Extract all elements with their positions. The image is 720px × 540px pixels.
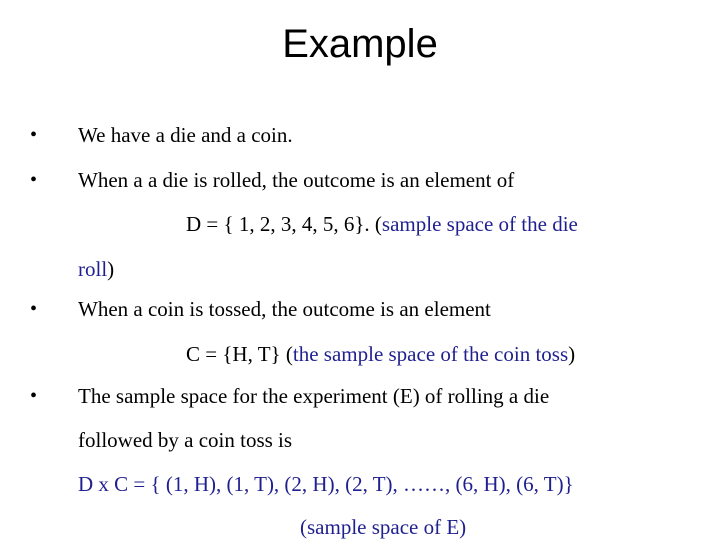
die-sample-space-line <box>186 211 578 237</box>
bullet-marker: • <box>30 385 38 407</box>
coin-sample-space-line <box>186 341 575 367</box>
bullet-marker: • <box>30 298 38 320</box>
bullet-marker: • <box>30 124 38 146</box>
die-note-continued <box>78 256 114 282</box>
bullet-3-text: When a coin is tossed, the outcome is an element <box>78 297 491 321</box>
bullet-2-text: When a a die is rolled, the outcome is an element of <box>78 168 515 192</box>
bullet-1-text: We have a die and a coin. <box>78 123 293 147</box>
coin-note-close: ) <box>568 342 576 366</box>
bullet-4-text: The sample space for the experiment (E) of rolling a die <box>78 384 550 408</box>
die-note: sample space of the die <box>381 212 578 236</box>
die-note-close: ) <box>107 257 115 281</box>
product-sample-space-note: (sample space of E) <box>300 515 467 539</box>
die-set: D = { 1, 2, 3, 4, 5, 6}. ( <box>186 212 382 236</box>
bullet-marker: • <box>30 169 38 191</box>
slide-title: Example <box>282 22 438 66</box>
bullet-4-text-continued: followed by a coin toss is <box>78 428 293 452</box>
die-note-roll: roll <box>78 257 108 281</box>
coin-note: the sample space of the coin toss <box>292 342 569 366</box>
coin-set: C = {H, T} ( <box>186 342 293 366</box>
product-sample-space: D x C = { (1, H), (1, T), (2, H), (2, T), ……, (6, H), (6, T)} <box>78 472 574 496</box>
